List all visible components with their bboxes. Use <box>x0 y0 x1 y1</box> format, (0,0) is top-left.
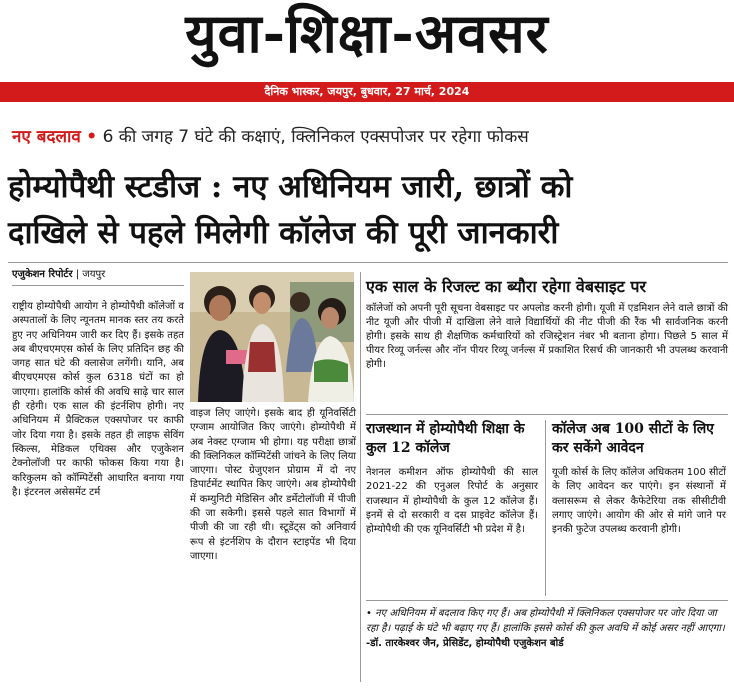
article-column-4: नेशनल कमीशन ऑफ होम्योपैथी की साल 2021-22 की एनुअल रिपोर्ट के अनुसार राजस्थान में होम्योपैथी के कुल 12 कॉलेज हैं। इनमें से दो सरकारी व दस प्राइवेट कॉलेज हैं। होम्योपैथी की एक यूनिवर्सिटी भी प्रदेश में है। <box>366 467 538 536</box>
kicker-text: 6 की जगह 7 घंटे की कक्षाएं, क्लिनिकल एक्सपोजर पर रहेगा फोकस <box>102 127 529 147</box>
article-column-5: यूजी कोर्स के लिए कॉलेज अधिकतम 100 सीटों के लिए आवेदन कर पाएंगे। इन संस्थानों में क्लासरूम से लेकर कैफेटेरिया तक सीसीटीवी लगाए जाएंगे। आयोग की ओर से मांगे जाने पर इनकी फुटेज उपलब्ध करवानी होगी। <box>552 467 726 536</box>
section-divider <box>366 414 728 415</box>
kicker-bullet: • <box>86 127 98 147</box>
byline-reporter: एजुकेशन रिपोर्टर <box>12 269 73 280</box>
byline-city: | जयपुर <box>75 269 106 280</box>
column-divider <box>360 272 361 682</box>
column-divider <box>545 420 546 596</box>
publication-dateline: दैनिक भास्कर, जयपुर, बुधवार, 27 मार्च, 2024 <box>264 85 470 98</box>
headline-line-1: होम्योपैथी स्टडीज : नए अधिनियम जारी, छात्रों को <box>8 169 573 205</box>
quote-author: -डॉ. तारकेश्वर जैन, प्रेसिडेंट, होम्योपैथी एजुकेशन बोर्ड <box>366 638 564 649</box>
kicker <box>12 126 529 148</box>
subhead-rajasthan-colleges: राजस्थान में होम्योपैथी शिक्षा के कुल 12 कॉलेज <box>366 421 525 456</box>
subhead-website-results: एक साल के रिजल्ट का ब्यौरा रहेगा वेबसाइट पर <box>366 277 647 296</box>
quote-box <box>366 606 728 651</box>
divider <box>8 262 728 263</box>
subhead-100-seats: कॉलेज अब 100 सीटों के लिए कर सकेंगे आवेदन <box>552 421 714 456</box>
quote-divider <box>366 600 728 601</box>
article-column-1: राष्ट्रीय होम्योपैथी आयोग ने होम्योपैथी कॉलेजों व अस्पतालों के लिए न्यूनतम मानक स्तर तय करते हुए नए अधिनियम जारी कर दिए हैं। इसके तहत अब बीएचएमएस कोर्स के लिए प्रतिदिन छह की जगह सात घंटे की क्लासेज लगेंगी। यानि, अब बीएचएमएस कोर्स कुल 6318 घंटों का हो जाएगा। हालांकि कोर्स की अवधि साढ़े चार साल ही रहेगी। एक साल की इंटर्नशिप होगी। नए अधिनियम में प्रैक्टिकल एक्सपोजर पर काफी जोर दिया गया है। इसके तहत ही लाइफ सेविंग स्किल्स, मेडिकल एथिक्स और एजुकेशन टेक्नोलॉजी पर काफी फोकस किया गया है। करिकुलम को कॉम्पिटेंसी आधारित बनाया गया है। इंटरनल असेसमेंट टर्म <box>12 301 184 498</box>
byline-divider <box>12 285 184 286</box>
students-photo-illustration <box>190 272 354 402</box>
article-column-2: वाइज लिए जाएंगे। इसके बाद ही यूनिवर्सिटी एग्जाम आयोजित किए जाएंगे। होम्योपैथी में अब नेक्स्ट एग्जाम भी होगा। यह परीक्षा छात्रों की क्लिनिकल कॉम्पिटेंसी जांचने के लिए लिया जाएगा। पोस्ट ग्रेजुएशन प्रोग्राम में दो नए डिपार्टमेंट स्थापित किए जाएंगे। अब होम्योपैथी में कम्युनिटी मेडिसिन और डर्मेटोलॉजी में पीजी की जा सकेगी। इससे पहले सात विभागों में पीजी की जा रही थी। स्टूडेंट्स को अनिवार्य रूप से इंटर्नशिप के दौरान स्टाइपेंड भी दिया जाएगा। <box>190 408 356 562</box>
headline-line-2: दाखिले से पहले मिलेगी कॉलेज की पूरी जानकारी <box>8 215 559 251</box>
byline <box>12 269 105 281</box>
headline <box>8 164 728 256</box>
article-column-3: कॉलेजों को अपनी पूरी सूचना वेबसाइट पर अपलोड करनी होगी। यूजी में एडमिशन लेने वाले छात्रों की नीट यूजी और पीजी में दाखिला लेने वाले विद्यार्थियों की नीट पीजी की रैंक भी सार्वजनिक करनी होगी। इसके साथ ही शैक्षणिक कर्मचारियों को रजिस्ट्रेशन नंबर भी बताना होगा। पिछले 5 साल में पीयर रिव्यू जर्नल्स और नॉन पीयर रिव्यू जर्नल्स में प्रकाशित रिसर्च की जानकारी भी उपलब्ध करवानी होगी। <box>366 303 728 370</box>
quote-text: • नए अधिनियम में बदलाव किए गए हैं। अब होम्योपैथी में क्लिनिकल एक्सपोजर पर जोर दिया जा रहा है। पढ़ाई के घंटे भी बढ़ाए गए हैं। हालांकि इससे कोर्स की कुल अवधि में कोई असर नहीं आएगा। <box>366 608 725 634</box>
kicker-label: नए बदलाव <box>12 127 81 147</box>
news-photo <box>190 272 354 402</box>
masthead-title: युवा-शिक्षा-अवसर <box>185 1 549 65</box>
